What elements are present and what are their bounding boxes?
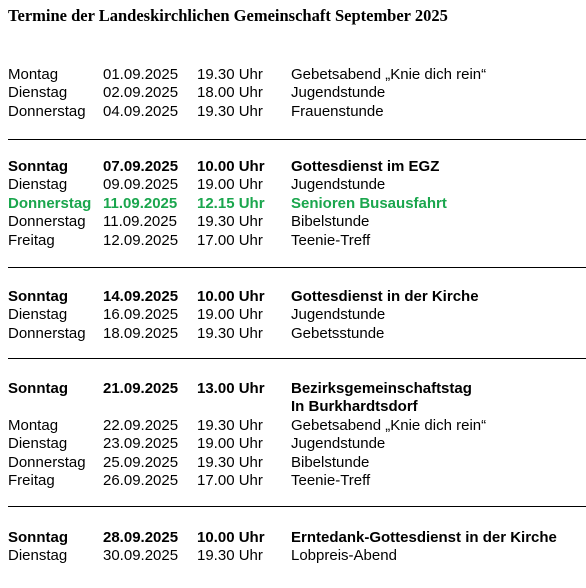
time-cell: 19.30 Uhr [197, 66, 263, 83]
day-cell: Donnerstag [8, 102, 86, 120]
event-cell: Jugendstunde [291, 176, 386, 194]
time-cell: 19.30 Uhr [197, 547, 263, 565]
week-divider [8, 139, 586, 140]
event-cell: Bezirksgemeinschaftstag [291, 380, 472, 397]
time-cell: 19.30 Uhr [197, 416, 263, 434]
date-cell: 16.09.2025 [103, 306, 179, 324]
week-divider [8, 358, 586, 359]
event-cell: In Burkhardtsdorf [291, 398, 418, 416]
time-cell: 12.15 Uhr [197, 194, 265, 212]
date-cell: 30.09.2025 [103, 547, 179, 565]
time-cell: 19.00 Uhr [197, 176, 263, 194]
week-divider [8, 506, 586, 507]
day-cell: Dienstag [8, 547, 68, 565]
event-cell: Gebetsabend „Knie dich rein“ [291, 66, 487, 83]
time-cell: 17.00 Uhr [197, 472, 263, 489]
date-cell: 28.09.2025 [103, 529, 179, 546]
day-cell: Freitag [8, 472, 55, 489]
event-cell: Gebetsstunde [291, 324, 385, 342]
date-cell: 23.09.2025 [103, 435, 179, 453]
date-cell: 02.09.2025 [103, 84, 179, 102]
day-cell: Donnerstag [8, 213, 86, 231]
day-cell: Donnerstag [8, 453, 86, 471]
date-cell: 11.09.2025 [103, 213, 177, 231]
time-cell: 10.00 Uhr [197, 288, 265, 305]
event-cell: Teenie-Treff [291, 472, 371, 489]
time-cell: 17.00 Uhr [197, 231, 263, 249]
date-cell: 22.09.2025 [103, 416, 179, 434]
day-cell: Dienstag [8, 84, 68, 102]
event-cell: Gottesdienst im EGZ [291, 158, 440, 175]
day-cell: Dienstag [8, 435, 68, 453]
day-cell: Sonntag [8, 529, 68, 546]
event-cell: Teenie-Treff [291, 231, 371, 249]
date-cell: 12.09.2025 [103, 231, 179, 249]
time-cell: 19.30 Uhr [197, 102, 263, 120]
event-cell: Jugendstunde [291, 84, 386, 102]
date-cell: 21.09.2025 [103, 380, 179, 397]
event-cell: Jugendstunde [291, 435, 386, 453]
time-cell: 18.00 Uhr [197, 84, 263, 102]
date-cell: 07.09.2025 [103, 158, 179, 175]
day-cell: Freitag [8, 231, 55, 249]
event-cell: Bibelstunde [291, 213, 370, 231]
time-cell: 19.30 Uhr [197, 324, 263, 342]
page-title: Termine der Landeskirchlichen Gemeinschaft September 2025 [8, 6, 448, 25]
time-cell: 13.00 Uhr [197, 380, 265, 397]
event-cell: Lobpreis-Abend [291, 547, 397, 565]
event-cell: Gebetsabend „Knie dich rein“ [291, 416, 487, 434]
day-cell: Montag [8, 66, 59, 83]
event-cell: Jugendstunde [291, 306, 386, 324]
day-cell: Sonntag [8, 288, 68, 305]
date-cell: 04.09.2025 [103, 102, 179, 120]
day-cell: Dienstag [8, 176, 68, 194]
date-cell: 09.09.2025 [103, 176, 179, 194]
time-cell: 19.30 Uhr [197, 213, 263, 231]
date-cell: 01.09.2025 [103, 66, 179, 83]
date-cell: 26.09.2025 [103, 472, 179, 489]
date-cell: 25.09.2025 [103, 453, 179, 471]
date-cell: 18.09.2025 [103, 324, 179, 342]
date-cell: 11.09.2025 [103, 194, 178, 212]
time-cell: 19.00 Uhr [197, 435, 263, 453]
day-cell: Donnerstag [8, 194, 92, 212]
date-cell: 14.09.2025 [103, 288, 179, 305]
event-cell: Frauenstunde [291, 102, 384, 120]
event-cell: Gottesdienst in der Kirche [291, 288, 479, 305]
day-cell: Donnerstag [8, 324, 86, 342]
event-cell: Erntedank-Gottesdienst in der Kirche [291, 529, 557, 546]
day-cell: Sonntag [8, 158, 68, 175]
time-cell: 10.00 Uhr [197, 529, 265, 546]
time-cell: 19.30 Uhr [197, 453, 263, 471]
week-divider [8, 267, 586, 268]
time-cell: 10.00 Uhr [197, 158, 265, 175]
day-cell: Dienstag [8, 306, 68, 324]
day-cell: Sonntag [8, 380, 68, 397]
event-cell: Senioren Busausfahrt [291, 194, 447, 212]
time-cell: 19.00 Uhr [197, 306, 263, 324]
day-cell: Montag [8, 416, 59, 434]
event-cell: Bibelstunde [291, 453, 370, 471]
